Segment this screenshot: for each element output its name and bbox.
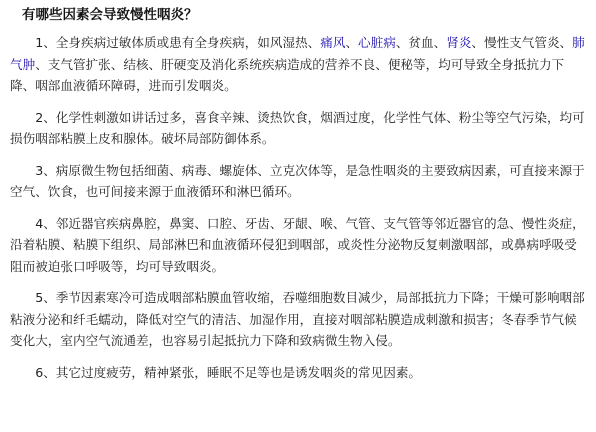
paragraph-4: 4、邻近器官疾病鼻腔，鼻窦、口腔、牙齿、牙龈、喉、气管、支气管等邻近器官的急、慢性炎症，沿着粘膜、粘膜下组织、局部淋巴和血液循环侵犯到咽部，或炎性分泌物反复刺激咽部，或鼻病呼吸受阻而被迫张口呼吸等，均可导致咽炎。 (10, 215, 585, 274)
link-nephritis[interactable]: 肾炎 (446, 35, 472, 50)
article-title: 有哪些因素会导致慢性咽炎？ (22, 7, 198, 23)
link-gout[interactable]: 痛风 (320, 35, 346, 50)
link-heart-disease[interactable]: 心脏病 (358, 35, 396, 50)
paragraph-1-text-b: 、 (345, 35, 359, 50)
paragraph-1 (10, 32, 586, 97)
paragraph-3: 3、病原微生物包括细菌、病毒、螺旋体、立克次体等，是急性咽炎的主要致病因素，可直接来源于空气、饮食，也可间接来源于血液循环和淋巴循环。 (10, 162, 585, 199)
link-emphysema[interactable]: 肺气肿 (10, 35, 585, 72)
paragraph-5: 5、季节因素寒冷可造成咽部粘膜血管收缩，吞噬细胞数目减少，局部抵抗力下降；干燥可影响咽部粘液分泌和纤毛蠕动，降低对空气的清洁、加湿作用，直接对咽部粘膜造成刺激和损害；冬春季节气候变化大，室内空气流通差，也容易引起抵抗力下降和致病微生物入侵。 (10, 290, 585, 348)
paragraph-1-text-a: 1、全身疾病过敏体质或患有全身疾病，如风湿热、 (35, 35, 321, 50)
paragraph-2: 2、化学性刺激如讲话过多，喜食辛辣、烫热饮食，烟酒过度，化学性气体、粉尘等空气污染，均可损伤咽部粘膜上皮和腺体。破坏局部防御体系。 (10, 109, 585, 146)
paragraph-1-text-d: 、慢性支气管炎、 (471, 35, 573, 50)
paragraph-1-text-c: 、贫血、 (395, 35, 447, 50)
paragraph-1-text-e: 、支气管扩张、结核、肝硬变及消化系统疾病造成的营养不良、便秘等，均可导致全身抵抗力下降、咽部血液循环障碍，进而引发咽炎。 (10, 56, 565, 93)
paragraph-6: 6、其它过度疲劳，精神紧张，睡眠不足等也是诱发咽炎的常见因素。 (35, 364, 422, 380)
